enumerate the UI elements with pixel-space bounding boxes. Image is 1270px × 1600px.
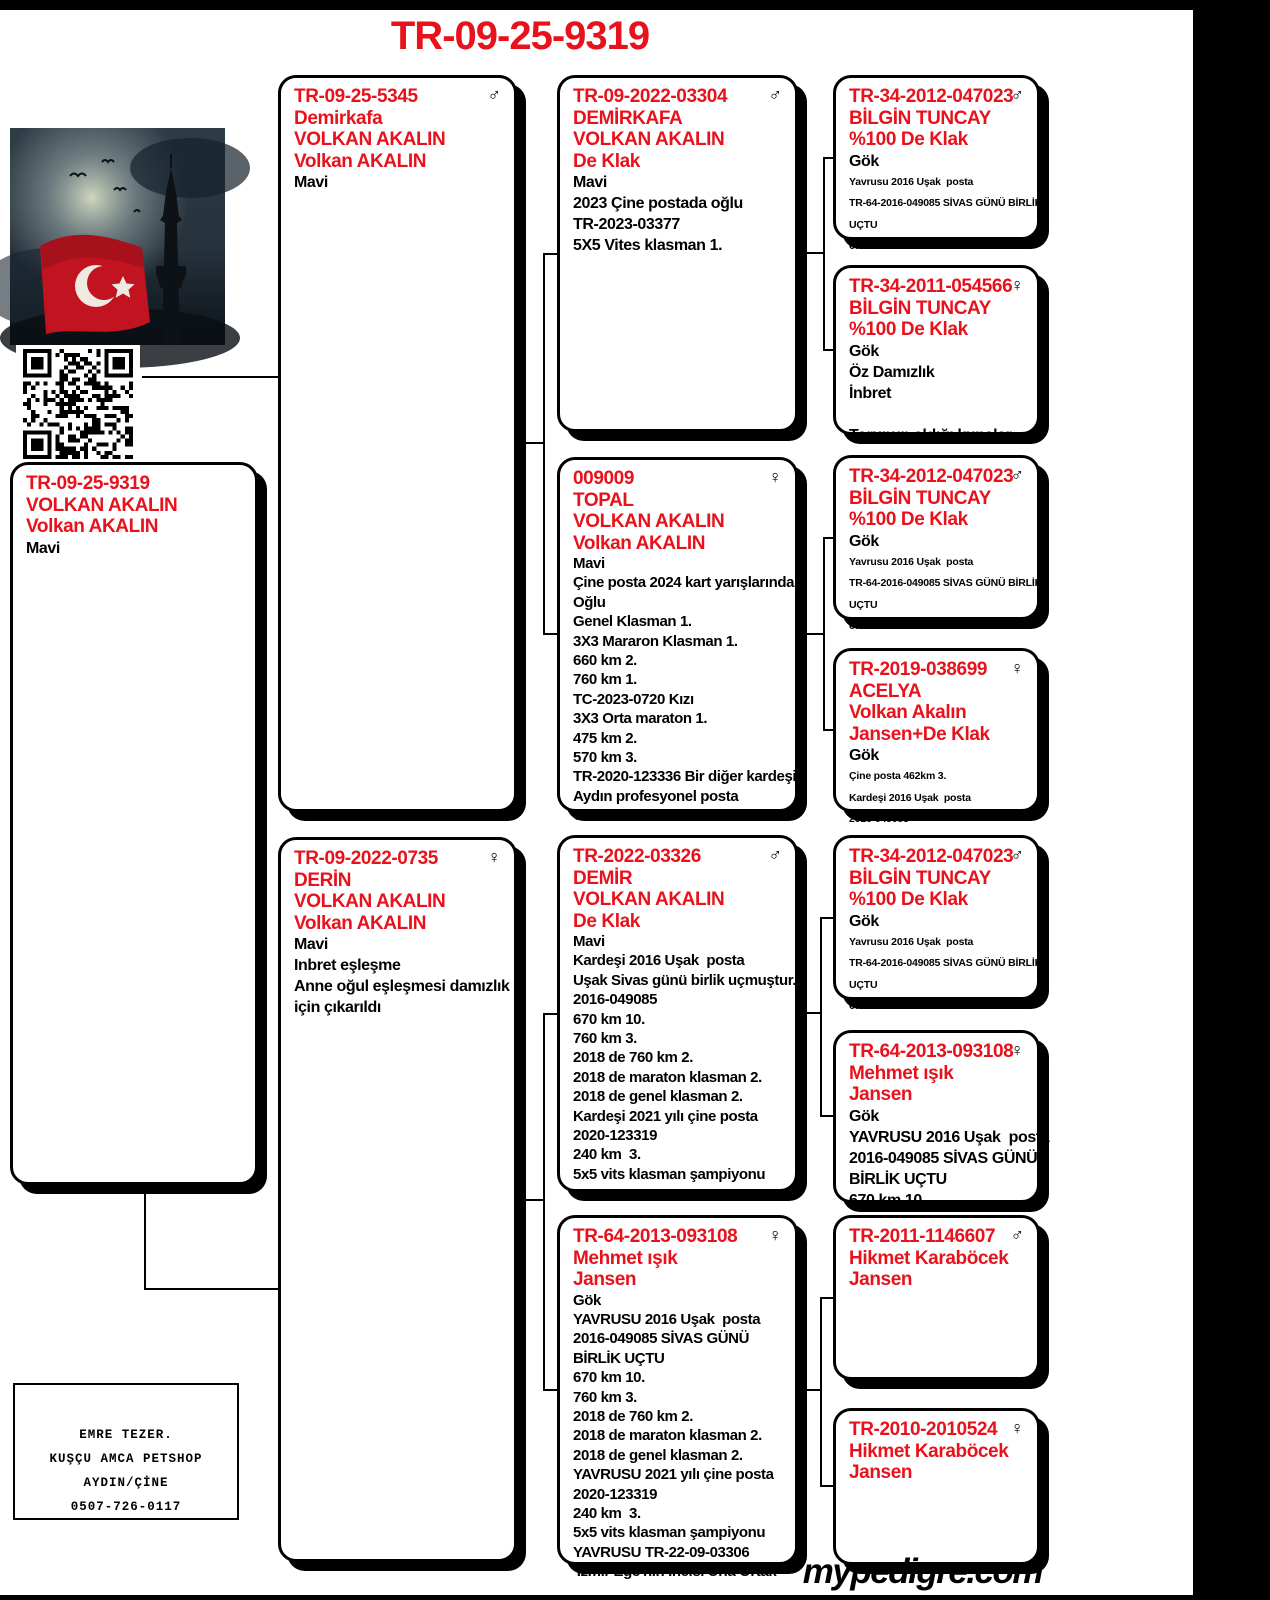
qr-code (16, 345, 140, 463)
male-icon: ♂ (768, 85, 782, 105)
bird-black-info: Gök (849, 532, 879, 550)
bird-black-info: Mavi Çine posta 2024 kart yarışlarında Oğlu Genel Klasman 1. 3X3 Mararon Klasman 1. 660 km 2. 760 km 1. TC-2023-0720 Kızı 3X3 Orta maraton 1. 475 km 2. 570 km 3. TR-2020-123336 Bir diğer kardeşi Aydın profesyonel posta Genel klasman 2. (573, 555, 797, 825)
pedigree-box-sire[interactable] (278, 75, 517, 812)
bird-red-info: TR-34-2012-047023 BİLGİN TUNCAY %100 De Klak (849, 846, 1014, 910)
bird-red-info: TR-2011-1146607 Hikmet Karaböcek Jansen (849, 1226, 1009, 1290)
pedigree-box-g4-5[interactable] (833, 835, 1042, 1012)
frame-bottom (0, 1595, 1270, 1600)
bird-notes: Yavrusu 2016 Uşak posta TR-64-2016-049085 SİVAS GÜNÜ BİRLİK UÇTU 670 km 10. (849, 935, 1042, 1012)
connector-line (144, 1185, 146, 1290)
bird-red-info: TR-09-25-9319 VOLKAN AKALIN Volkan AKALIN (26, 473, 178, 537)
connector-line (517, 442, 543, 444)
bird-red-info: TR-09-2022-03304 DEMİRKAFA VOLKAN AKALIN De Klak (573, 86, 728, 172)
bird-black-info: Gök (849, 912, 879, 930)
connector-line (823, 537, 825, 731)
pedigree-box-g3-4[interactable] (557, 1215, 798, 1581)
connector-line (798, 1012, 821, 1014)
connector-line (543, 253, 545, 635)
connector-line (820, 1485, 833, 1487)
bird-black-info: Mavi (294, 174, 328, 191)
connector-line (820, 917, 822, 1117)
connector-line (517, 1199, 543, 1201)
connector-line (543, 1013, 545, 1391)
male-icon: ♂ (1010, 845, 1024, 865)
bird-red-info: TR-34-2011-054566 BİLGİN TUNCAY %100 De Klak (849, 276, 1013, 340)
bird-black-info: Mavi (26, 539, 60, 557)
bird-notes: Yavrusu 2016 Uşak posta TR-64-2016-049085 SİVAS GÜNÜ BİRLİK UÇTU 670 km 10. (849, 175, 1042, 252)
male-icon: ♂ (1010, 1225, 1024, 1245)
connector-line (543, 633, 557, 635)
male-icon: ♂ (487, 85, 501, 105)
pedigree-box-g3-1[interactable] (557, 75, 798, 432)
connector-line (820, 1115, 833, 1117)
bird-red-info: TR-34-2012-047023 BİLGİN TUNCAY %100 De Klak (849, 86, 1014, 150)
bird-black-info: Mavi Inbret eşleşme Anne oğul eşleşmesi damızlık için çıkarıldı (294, 936, 510, 1016)
connector-line (823, 157, 825, 351)
bird-red-info: TR-09-25-5345 Demirkafa VOLKAN AKALIN Volkan AKALIN (294, 86, 446, 172)
bird-notes: Çine posta 462km 3. Kardeşi 2016 Uşak posta 2016-049085 (849, 770, 971, 825)
connector-line (820, 1297, 822, 1487)
pedigree-box-g4-3[interactable] (833, 455, 1042, 632)
frame-top (0, 0, 1270, 10)
connector-line (823, 729, 833, 731)
bird-black-info: Gök Öz Damızlık İnbret Torunun aldığı kupalar (849, 342, 1012, 444)
pedigree-box-dam[interactable] (278, 837, 517, 1562)
female-icon: ♀ (1010, 1418, 1024, 1438)
bird-red-info: TR-64-2013-093108 Mehmet ışık Jansen (573, 1226, 738, 1290)
connector-line (798, 1389, 821, 1391)
connector-line (820, 1297, 833, 1299)
pedigree-box-g4-4[interactable] (833, 648, 1040, 825)
pedigree-box-g4-2[interactable] (833, 265, 1040, 444)
male-icon: ♂ (1010, 465, 1024, 485)
bird-notes: Yavrusu 2016 Uşak posta TR-64-2016-049085 SİVAS GÜNÜ BİRLİK UÇTU 670 km 10. (849, 555, 1042, 632)
pedigree-box-g4-1[interactable] (833, 75, 1042, 252)
contact-lines: EMRE TEZER. KUŞÇU AMCA PETSHOP AYDIN/ÇİNE 0507-726-0117 (49, 1428, 203, 1514)
female-icon: ♀ (1010, 1040, 1024, 1060)
female-icon: ♀ (1010, 275, 1024, 295)
pedigree-box-g3-3[interactable] (557, 835, 798, 1192)
bird-red-info: TR-2010-2010524 Hikmet Karaböcek Jansen (849, 1419, 1009, 1483)
frame-right (1193, 0, 1270, 1600)
male-icon: ♂ (1010, 85, 1024, 105)
bird-red-info: TR-64-2013-093108 Mehmet ışık Jansen (849, 1041, 1014, 1105)
connector-line (820, 917, 833, 919)
female-icon: ♀ (768, 467, 782, 487)
connector-line (144, 1288, 278, 1290)
bird-black-info: Gök YAVRUSU 2016 Uşak posta 2016-049085 SİVAS GÜNÜ BİRLİK UÇTU 670 km 10. (849, 1107, 1050, 1209)
connector-line (823, 157, 833, 159)
mypedigre-logo: mypedigre.com (802, 1552, 1042, 1591)
pedigree-box-g4-6[interactable] (833, 1030, 1050, 1209)
bird-black-info: Gök (849, 152, 879, 170)
pedigree-box-g4-8[interactable] (833, 1408, 1040, 1565)
connector-line (142, 376, 278, 378)
connector-line (798, 252, 823, 254)
bird-red-info: TR-09-2022-0735 DERİN VOLKAN AKALIN Volkan AKALIN (294, 848, 446, 934)
connector-line (543, 253, 557, 255)
bird-black-info: Mavi 2023 Çine postada oğlu TR-2023-03377 5X5 Vites klasman 1. (573, 174, 743, 254)
bird-red-info: 009009 TOPAL VOLKAN AKALIN Volkan AKALIN (573, 468, 725, 554)
connector-line (823, 537, 833, 539)
male-icon: ♂ (768, 845, 782, 865)
female-icon: ♀ (768, 1225, 782, 1245)
pedigree-box-root[interactable] (10, 462, 258, 1185)
bird-black-info: Mavi Kardeşi 2016 Uşak posta Uşak Sivas günü birlik uçmuştur. 2016-049085 670 km 10. 760 km 3. 2018 de 760 km 2. 2018 de maraton klasman 2. 2018 de genel klasman 2. Kardeşi 2021 yılı çine posta 2020-123319 240 km 3. 5x5 vits klasman şampiyonu (573, 933, 797, 1183)
bird-black-info: Gök (849, 747, 879, 764)
female-icon: ♀ (1010, 658, 1024, 678)
female-icon: ♀ (487, 847, 501, 867)
bird-red-info: TR-2019-038699 ACELYA Volkan Akalın Jansen+De Klak (849, 659, 990, 745)
pigeon-loft-photo (10, 128, 225, 345)
bird-red-info: TR-34-2012-047023 BİLGİN TUNCAY %100 De Klak (849, 466, 1014, 530)
contact-info-box (13, 1383, 239, 1520)
page-title: TR-09-25-9319 (390, 14, 650, 58)
bird-red-info: TR-2022-03326 DEMİR VOLKAN AKALIN De Klak (573, 846, 725, 932)
pedigree-box-g3-2[interactable] (557, 457, 798, 825)
connector-line (798, 633, 823, 635)
connector-line (543, 1013, 557, 1015)
bird-black-info: Gök YAVRUSU 2016 Uşak posta 2016-049085 SİVAS GÜNÜ BİRLİK UÇTU 670 km 10. 760 km 3. 2018 de 760 km 2. 2018 de maraton klasman 2. 2018 de genel klasman 2. YAVRUSU 2021 yılı çine posta 2020-123319 240 km 3. 5x5 vits klasman şampiyonu YAVRUSU TR-22-09-03306 İzmir Ege'nin İncisi Urla Ortak (573, 1291, 777, 1581)
pedigree-box-g4-7[interactable] (833, 1215, 1040, 1380)
connector-line (543, 1389, 557, 1391)
connector-line (823, 349, 833, 351)
